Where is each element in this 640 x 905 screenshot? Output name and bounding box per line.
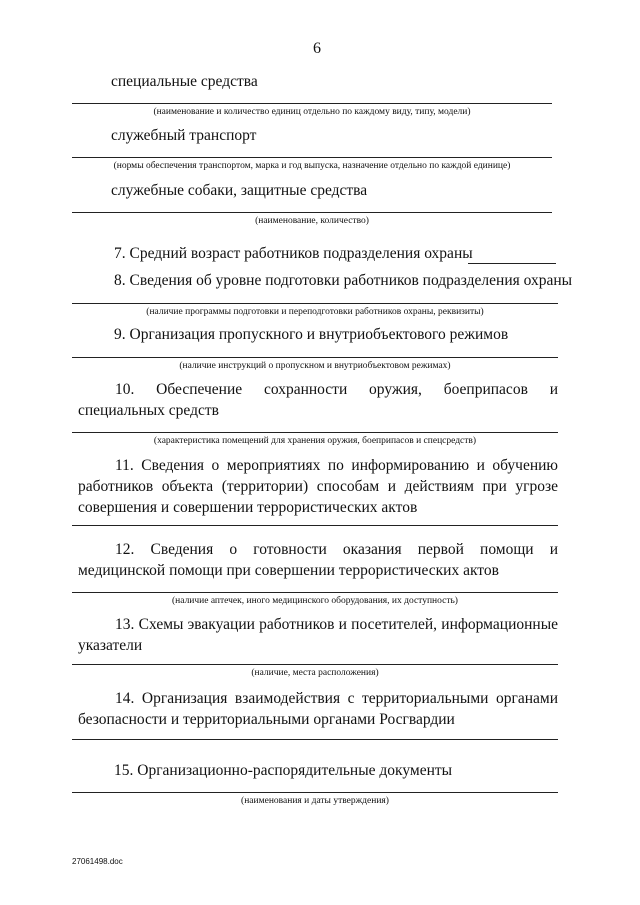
item-13 <box>78 614 558 656</box>
page-number: 6 <box>313 40 321 57</box>
item-10-note: (характеристика помещений для хранения оружия, боеприпасов и спецсредств) <box>153 436 477 446</box>
item-11-text: 11. Сведения о мероприятиях по информированию и обучению работников объекта (территории) способам и действиям при угрозе совершения и совершении террористических актов <box>78 457 558 516</box>
item-12-note: (наличие аптечек, иного медицинского оборудования, их доступность) <box>172 596 458 606</box>
item-11 <box>78 455 558 518</box>
item-8-note: (наличие программы подготовки и переподготовки работников охраны, реквизиты) <box>146 307 484 317</box>
item-8-line <box>72 303 558 304</box>
transport-label: служебный транспорт <box>111 127 257 144</box>
transport-note: (нормы обеспечения транспортом, марка и год выпуска, назначение отдельно по каждой единице) <box>113 161 511 171</box>
item-9-note: (наличие инструкций о пропускном и внутриобъектовом режимах) <box>179 361 451 371</box>
dogs-label: служебные собаки, защитные средства <box>111 182 368 199</box>
item-7-line <box>468 263 556 264</box>
item-12 <box>78 539 558 581</box>
special-means-label: специальные средства <box>111 73 258 90</box>
item-10-text: 10. Обеспечение сохранности оружия, боеприпасов и специальных средств <box>78 381 558 419</box>
item-13-line <box>72 664 558 665</box>
item-12-line <box>72 592 558 593</box>
footer-filename: 27061498.doc <box>72 857 123 866</box>
item-13-text: 13. Схемы эвакуации работников и посетителей, информационные указатели <box>78 616 558 654</box>
transport-line <box>72 157 552 158</box>
item-14-text: 14. Организация взаимодействия с территориальными органами безопасности и территориальными органами Росгвардии <box>78 690 558 728</box>
item-12-text: 12. Сведения о готовности оказания первой помощи и медицинской помощи при совершении террористических актов <box>78 541 558 579</box>
item-7: 7. Средний возраст работников подразделения охраны <box>114 245 473 262</box>
special-means-note: (наименование и количество единиц отдельно по каждому виду, типу, модели) <box>153 107 471 117</box>
item-10-line <box>72 432 558 433</box>
dogs-line <box>72 212 552 213</box>
item-15-line <box>72 792 558 793</box>
item-10 <box>78 379 558 421</box>
item-15-note: (наименования и даты утверждения) <box>241 796 389 806</box>
item-9: 9. Организация пропускного и внутриобъектового режимов <box>114 326 509 343</box>
item-9-line <box>72 357 558 358</box>
special-means-line <box>72 103 552 104</box>
item-14 <box>78 688 558 730</box>
item-14-line <box>72 739 558 740</box>
item-15: 15. Организационно-распорядительные документы <box>114 762 453 779</box>
item-13-note: (наличие, места расположения) <box>251 668 379 678</box>
item-11-line <box>72 525 558 526</box>
dogs-note: (наименование, количество) <box>255 216 369 226</box>
item-8: 8. Сведения об уровне подготовки работников подразделения охраны <box>114 272 573 289</box>
